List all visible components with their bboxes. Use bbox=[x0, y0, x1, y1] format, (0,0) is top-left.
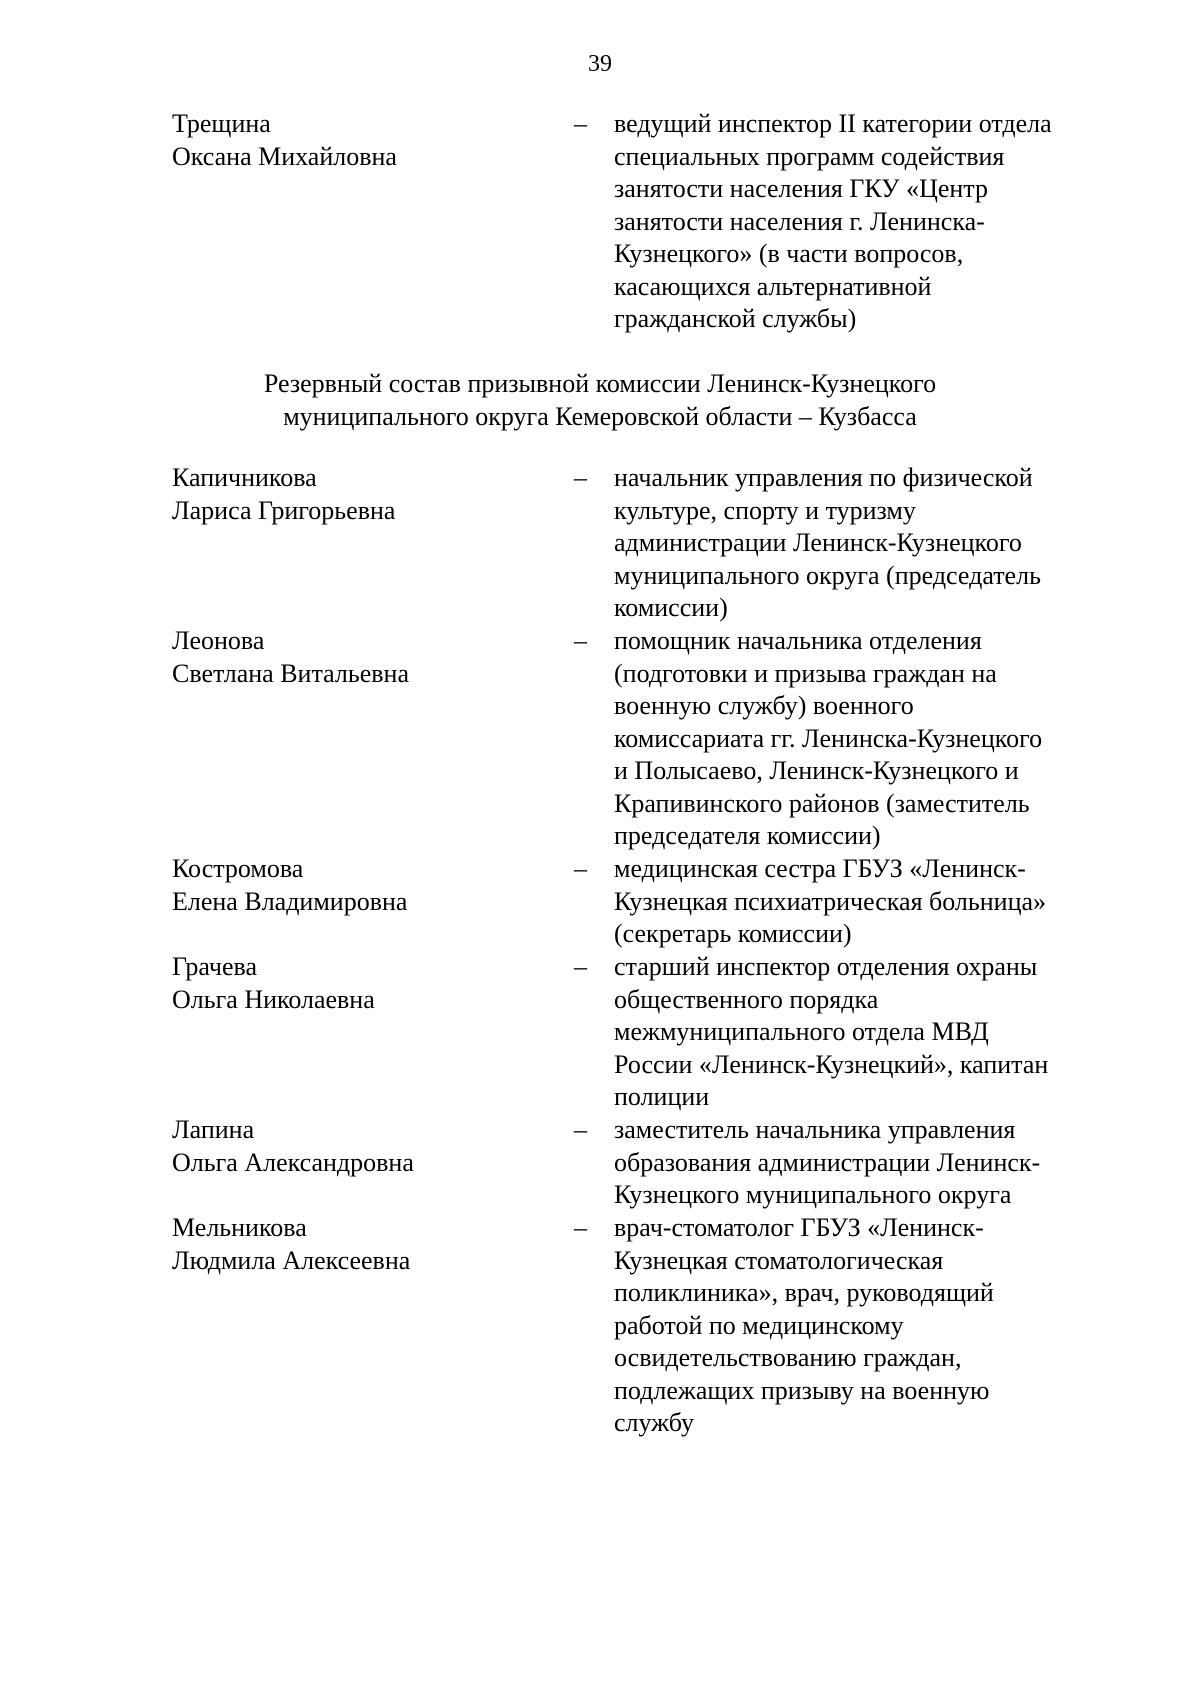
section-heading bbox=[0, 368, 1200, 433]
member-name bbox=[172, 462, 552, 527]
member-position bbox=[614, 853, 1104, 951]
member-position bbox=[614, 625, 1104, 853]
position-line: Кузнецкая стоматологическая bbox=[614, 1245, 944, 1275]
position-line: (подготовки и призыва граждан на bbox=[614, 658, 997, 688]
position-line: России «Ленинск-Кузнецкий», капитан bbox=[614, 1049, 1049, 1079]
position-line: поликлиника», врач, руководящий bbox=[614, 1278, 994, 1307]
member-name bbox=[172, 108, 552, 173]
dash-separator: – bbox=[574, 109, 587, 138]
member-given-name: Людмила Алексеевна bbox=[172, 1245, 411, 1275]
member-position bbox=[614, 462, 1104, 625]
member-given-name: Елена Владимировна bbox=[172, 886, 408, 916]
page-number: 39 bbox=[588, 51, 612, 77]
position-line: помощник начальника отделения bbox=[614, 626, 982, 655]
member-surname: Мельникова bbox=[172, 1213, 307, 1242]
position-line: Кузнецкого» (в части вопросов, bbox=[614, 239, 964, 268]
member-name bbox=[172, 625, 552, 690]
position-line: полиции bbox=[614, 1082, 710, 1111]
member-name bbox=[172, 1212, 552, 1277]
member-position bbox=[614, 108, 1104, 336]
section-heading-line: муниципального округа Кемеровской области – Кузбасса bbox=[283, 401, 917, 431]
position-line: Кузнецкого муниципального округа bbox=[614, 1180, 1012, 1209]
dash-separator: – bbox=[574, 463, 587, 492]
member-position bbox=[614, 951, 1104, 1114]
member-name bbox=[172, 951, 552, 1016]
member-given-name: Оксана Михайловна bbox=[172, 141, 397, 171]
position-line: занятости населения ГКУ «Центр bbox=[614, 174, 988, 203]
position-line: старший инспектор отделения охраны bbox=[614, 952, 1038, 981]
position-line: межмуниципального отдела МВД bbox=[614, 1017, 989, 1046]
member-given-name: Ольга Николаевна bbox=[172, 984, 375, 1014]
member-surname: Капичникова bbox=[172, 463, 317, 492]
member-surname: Леонова bbox=[172, 626, 265, 655]
position-line: работой по медицинскому bbox=[614, 1310, 904, 1340]
position-line: культуре, спорту и туризму bbox=[614, 495, 916, 525]
member-surname: Лапина bbox=[172, 1115, 255, 1144]
position-line: заместитель начальника управления bbox=[614, 1115, 1016, 1144]
position-line: и Полысаево, Ленинск-Кузнецкого и bbox=[614, 756, 1019, 785]
position-line: военную службу) военного bbox=[614, 691, 914, 720]
position-line: комиссии) bbox=[614, 593, 728, 622]
dash-separator: – bbox=[574, 1115, 587, 1144]
position-line: администрации Ленинск-Кузнецкого bbox=[614, 528, 1022, 557]
position-line: касающихся альтернативной bbox=[614, 271, 932, 301]
position-line: общественного порядка bbox=[614, 984, 879, 1014]
section-heading-line: Резервный состав призывной комиссии Ленинск-Кузнецкого bbox=[263, 369, 937, 398]
position-line: муниципального округа (председатель bbox=[614, 560, 1041, 590]
member-given-name: Лариса Григорьевна bbox=[172, 495, 396, 525]
position-line: (секретарь комиссии) bbox=[614, 919, 852, 948]
position-line: специальных программ содействия bbox=[614, 141, 1005, 171]
position-line: службу bbox=[614, 1408, 695, 1437]
position-line: подлежащих призыву на военную bbox=[614, 1375, 990, 1405]
position-line: образования администрации Ленинск- bbox=[614, 1147, 1041, 1177]
member-position bbox=[614, 1212, 1104, 1440]
member-surname: Грачева bbox=[172, 952, 257, 981]
member-surname: Костромова bbox=[172, 854, 304, 883]
position-line: медицинская сестра ГБУЗ «Ленинск- bbox=[614, 854, 1026, 883]
dash-separator: – bbox=[574, 854, 587, 883]
position-line: Кузнецкая психиатрическая больница» bbox=[614, 886, 1047, 916]
position-line: председателя комиссии) bbox=[614, 821, 881, 850]
member-given-name: Светлана Витальевна bbox=[172, 658, 409, 688]
position-line: освидетельствованию граждан, bbox=[614, 1343, 962, 1372]
position-line: комиссариата гг. Ленинска-Кузнецкого bbox=[614, 723, 1043, 753]
position-line: ведущий инспектор II категории отдела bbox=[614, 109, 1052, 138]
dash-separator: – bbox=[574, 1213, 587, 1242]
member-position bbox=[614, 1114, 1104, 1212]
position-line: начальник управления по физической bbox=[614, 463, 1033, 492]
dash-separator: – bbox=[574, 952, 587, 981]
position-line: Крапивинского районов (заместитель bbox=[614, 788, 1030, 818]
position-line: гражданской службы) bbox=[614, 304, 857, 333]
dash-separator: – bbox=[574, 626, 587, 655]
position-line: врач-стоматолог ГБУЗ «Ленинск- bbox=[614, 1213, 984, 1242]
member-name bbox=[172, 853, 552, 918]
member-name bbox=[172, 1114, 552, 1179]
position-line: занятости населения г. Ленинска- bbox=[614, 206, 985, 236]
member-given-name: Ольга Александровна bbox=[172, 1147, 414, 1177]
member-surname: Трещина bbox=[172, 109, 271, 138]
